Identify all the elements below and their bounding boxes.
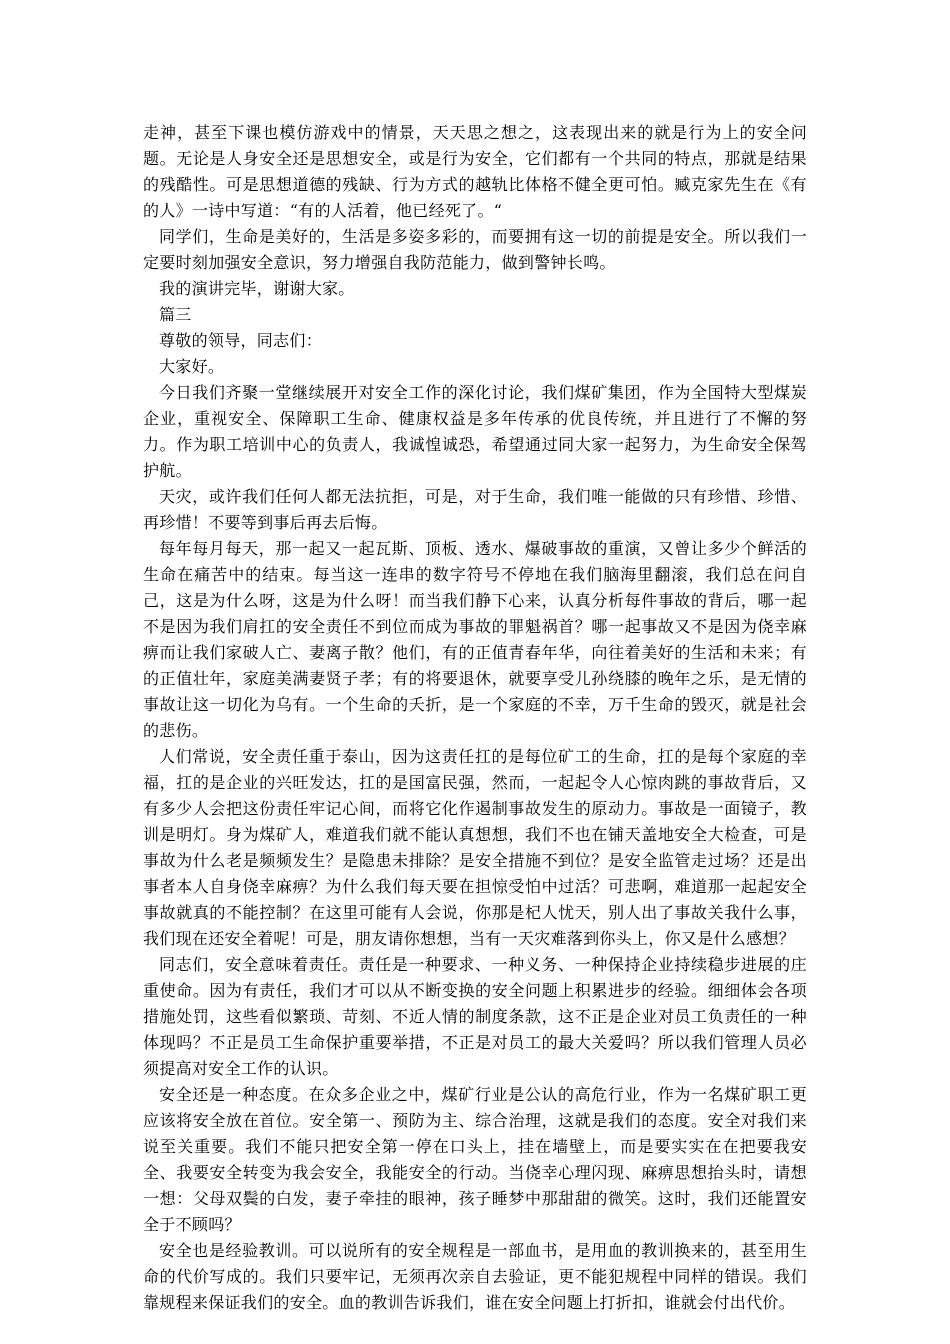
paragraph-closing: 我的演讲完毕，谢谢大家。	[159, 279, 355, 298]
paragraph-cherish-life: 天灾，或许我们任何人都无法抗拒，可是，对于生命，我们唯一能做的只有珍惜、珍惜、再珍惜！不要等到事后再去后悔。	[143, 487, 807, 532]
speech-body	[143, 120, 807, 1316]
greeting: 大家好。	[159, 357, 225, 376]
paragraph-safety-duty: 同志们，安全意味着责任。责任是一种要求、一种义务、一种保持企业持续稳步进展的庄重使命。因为有责任，我们才可以从不断变换的安全问题上积累进步的经验。细细体会各项措施处罚，这些看似繁琐、苛刻、不近人情的制度条款，这不正是企业对员工负责任的一种体现吗？不正是员工生命保护重要举措，不正是对员工的最大关爱吗？所以我们管理人员必须提高对安全工作的认识。	[143, 955, 807, 1078]
paragraph-accidents: 每年每月每天，那一起又一起瓦斯、顶板、透水、爆破事故的重演，又曾让多少个鲜活的生命在痛苦中的结束。每当这一连串的数字符号不停地在我们脑海里翻滚，我们总在问自己，这是为什么呀，这是为什么呀！而当我们静下心来，认真分析每件事故的背后，哪一起不是因为我们肩扛的安全责任不到位而成为事故的罪魁祸首？哪一起事故又不是因为侥幸麻痹而让我们家破人亡、妻离子散？他们，有的正值青春年华，向往着美好的生活和未来；有的正值壮年，家庭美满妻贤子孝；有的将要退休，就要享受儿孙绕膝的晚年之乐，是无情的事故让这一切化为乌有。一个生命的夭折，是一个家庭的不幸，万千生命的毁灭，就是社会的悲伤。	[143, 539, 807, 740]
salutation: 尊敬的领导，同志们：	[159, 331, 323, 350]
paragraph-lessons: 安全也是经验教训。可以说所有的安全规程是一部血书，是用血的教训换来的，甚至用生命的代价写成的。我们只要牢记，无须再次亲自去验证，更不能犯规程中同样的错误。我们靠规程来保证我们的安全。血的教训告诉我们，谁在安全问题上打折扣，谁就会付出代价。	[143, 1241, 807, 1312]
section-heading: 篇三	[159, 305, 192, 324]
paragraph-responsibility: 人们常说，安全责任重于泰山，因为这责任扛的是每位矿工的生命，扛的是每个家庭的幸福，扛的是企业的兴旺发达，扛的是国富民强，然而，一起起令人心惊肉跳的事故背后，又有多少人会把这份责任牢记心间，而将它化作遏制事故发生的原动力。事故是一面镜子，教训是明灯。身为煤矿人，难道我们就不能认真想想，我们不也在铺天盖地安全大检查，可是事故为什么老是频频发生？是隐患未排除？是安全措施不到位？是安全监管走过场？还是出事者本人自身侥幸麻痹？为什么我们每天要在担惊受怕中过活？可悲啊，难道那一起起安全事故就真的不能控制？在这里可能有人会说，你那是杞人忧天，别人出了事故关我什么事，我们现在还安全着呢！可是，朋友请你想想，当有一天灾难落到你头上，你又是什么感想？	[143, 747, 807, 948]
paragraph-safety-attitude: 安全还是一种态度。在众多企业之中，煤矿行业是公认的高危行业，作为一名煤矿职工更应该将安全放在首位。安全第一、预防为主、综合治理，这就是我们的态度。安全对我们来说至关重要。我们不能只把安全第一停在口头上，挂在墙壁上，而是要实实在在把要我安全、我要安全转变为我会安全，我能安全的行动。当侥幸心理闪现、麻痹思想抬头时，请想一想：父母双鬓的白发，妻子牵挂的眼神，孩子睡梦中那甜甜的微笑。这时，我们还能置安全于不顾吗？	[143, 1085, 807, 1234]
paragraph-intro: 今日我们齐聚一堂继续展开对安全工作的深化讨论，我们煤矿集团，作为全国特大型煤炭企业，重视安全、保障职工生命、健康权益是多年传承的优良传统，并且进行了不懈的努力。作为职工培训中心的负责人，我诚惶诚恐，希望通过同大家一起努力，为生命安全保驾护航。	[143, 383, 807, 480]
paragraph-safety-call: 同学们，生命是美好的，生活是多姿多彩的，而要拥有这一切的前提是安全。所以我们一定要时刻加强安全意识，努力增强自我防范能力，做到警钟长鸣。	[143, 227, 807, 272]
paragraph-continuation: 走神，甚至下课也模仿游戏中的情景，天天思之想之，这表现出来的就是行为上的安全问题。无论是人身安全还是思想安全，或是行为安全，它们都有一个共同的特点，那就是结果的残酷性。可是思想道德的残缺、行为方式的越轨比体格不健全更可怕。臧克家先生在《有的人》一诗中写道：“有的人活着，他已经死了。“	[143, 123, 807, 220]
